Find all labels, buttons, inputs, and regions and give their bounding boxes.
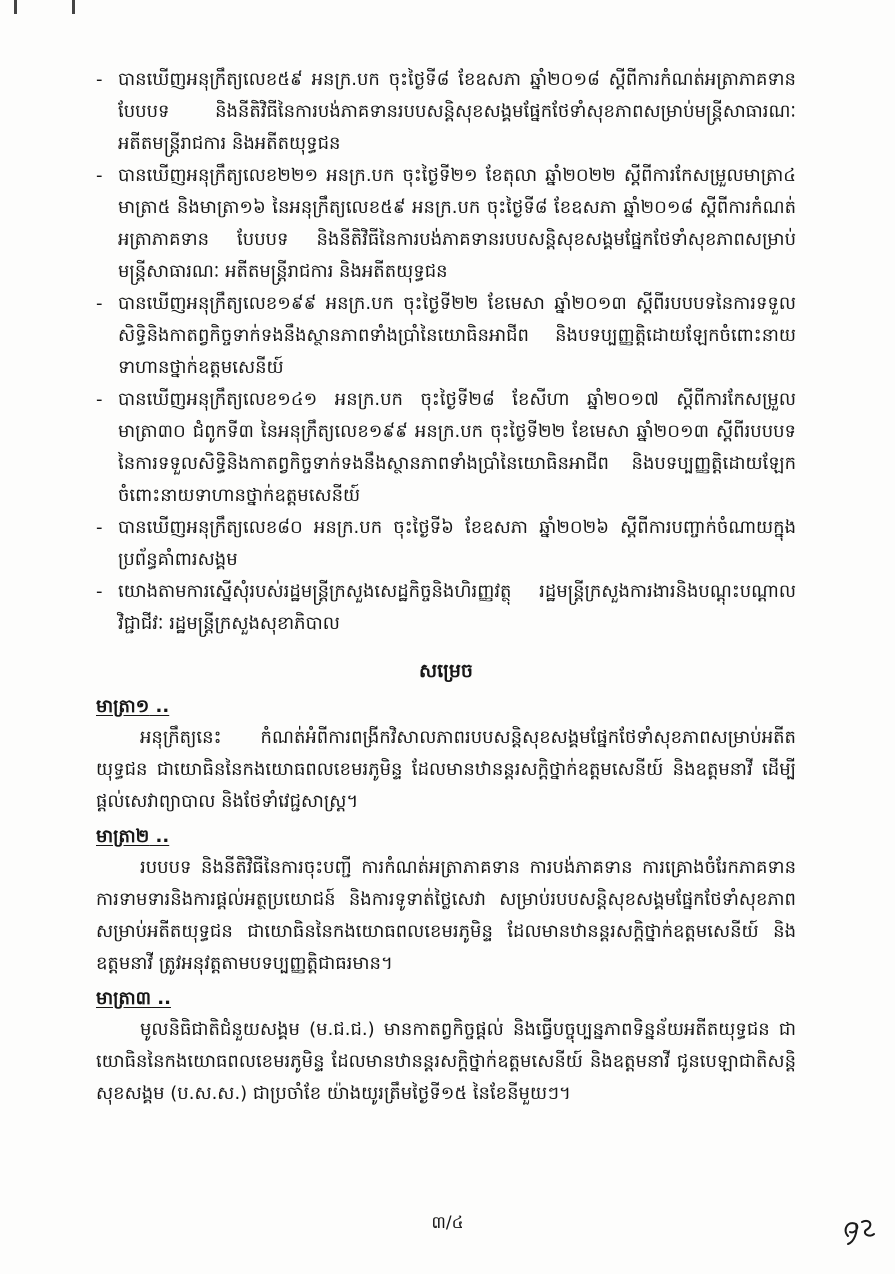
initials-signature [838, 1208, 878, 1248]
preamble-text: បានឃើញអនុក្រឹត្យលេខ១៤១ អនក្រ.បក ចុះថ្ងៃទី២៨ ខែសីហា ឆ្នាំ២០១៧ ស្តីពីការកែសម្រួលមាត្រា៣០ ជំពូកទី៣ នៃអនុក្រឹត្យលេខ១៩៩ អនក្រ.បក ចុះថ្ងៃទី២២ ខែមេសា ឆ្នាំ២០១៣ ស្តីពីរបបបទនៃការទទួលសិទ្ធិនិងកាតព្វកិច្ចទាក់ទងនឹងស្ថានភាពទាំងប្រាំនៃយោធិនអាជីព និងបទប្បញ្ញត្តិដោយឡែកចំពោះនាយទាហានថ្នាក់ឧត្តមសេនីយ៍ [118, 389, 796, 506]
preamble-item [96, 384, 796, 512]
preamble-item [96, 288, 796, 384]
article-heading [96, 984, 796, 1014]
article-3 [96, 984, 796, 1110]
bullet-dash: - [96, 517, 103, 538]
page-number: ៣/៤ [431, 1213, 464, 1233]
preamble-text: បានឃើញអនុក្រឹត្យលេខ១៩៩ អនក្រ.បក ចុះថ្ងៃទី២២ ខែមេសា ឆ្នាំ២០១៣ ស្តីពីរបបបទនៃការទទួលសិទ្ធិនិងកាតព្វកិច្ចទាក់ទងនឹងស្ថានភាពទាំងប្រាំនៃយោធិនអាជីព និងបទប្បញ្ញត្តិដោយឡែកចំពោះនាយទាហានថ្នាក់ឧត្តមសេនីយ៍ [118, 293, 796, 378]
preamble-text: បានឃើញអនុក្រឹត្យលេខ២២១ អនក្រ.បក ចុះថ្ងៃទី២១ ខែតុលា ឆ្នាំ២០២២ ស្តីពីការកែសម្រួលមាត្រា៤ មាត្រា៥ និងមាត្រា១៦ នៃអនុក្រឹត្យលេខ៥៩ អនក្រ.បក ចុះថ្ងៃទី៨ ខែឧសភា ឆ្នាំ២០១៨ ស្តីពីការកំណត់អត្រាភាគទាន បែបបទ និងនីតិវិធីនៃការបង់ភាគទានរបបសន្តិសុខសង្គមផ្នែកថែទាំសុខភាពសម្រាប់មន្ត្រីសាធារណៈ អតីតមន្ត្រីរាជការ និងអតីតយុទ្ធជន [118, 165, 796, 282]
article-heading-text: មាត្រា១ [96, 696, 150, 717]
bullet-dash: - [96, 69, 103, 90]
article-heading-suffix: .. [149, 696, 170, 717]
article-2 [96, 822, 796, 980]
preamble-text: យោងតាមការស្នើសុំរបស់រដ្ឋមន្ត្រីក្រសួងសេដ្ឋកិច្ចនិងហិរញ្ញវត្ថុ រដ្ឋមន្ត្រីក្រសួងការងារនិងបណ្តុះបណ្តាលវិជ្ជាជីវៈ រដ្ឋមន្ត្រីក្រសួងសុខាភិបាល [118, 581, 796, 634]
bullet-dash: - [96, 389, 103, 410]
preamble-list [96, 64, 796, 640]
decision-title: សម្រេច [419, 660, 473, 682]
bullet-dash: - [96, 581, 103, 602]
article-1 [96, 692, 796, 818]
scan-edge-mark [72, 0, 75, 14]
bullet-dash: - [96, 293, 103, 314]
preamble-text: បានឃើញអនុក្រឹត្យលេខ៥៩ អនក្រ.បក ចុះថ្ងៃទី៨ ខែឧសភា ឆ្នាំ២០១៨ ស្តីពីការកំណត់អត្រាភាគទាន បែបបទ និងនីតិវិធីនៃការបង់ភាគទានរបបសន្តិសុខសង្គមផ្នែកថែទាំសុខភាពសម្រាប់មន្ត្រីសាធារណៈ អតីតមន្ត្រីរាជការ និងអតីតយុទ្ធជន [118, 69, 796, 154]
article-heading-text: មាត្រា២ [96, 826, 150, 847]
article-heading-suffix: .. [149, 826, 170, 847]
article-text: របបបទ និងនីតិវិធីនៃការចុះបញ្ជី ការកំណត់អត្រាភាគទាន ការបង់ភាគទាន ការគ្រោងចំរែកភាគទាន ការទាមទារនិងការផ្តល់អត្ថប្រយោជន៍ និងការទូទាត់ថ្លៃសេវា សម្រាប់របបសន្តិសុខសង្គមផ្នែកថែទាំសុខភាពសម្រាប់អតីតយុទ្ធជន ជាយោធិននៃកងយោធពលខេមរភូមិន្ទ ដែលមានឋានន្តរសក្តិថ្នាក់ឧត្តមសេនីយ៍ និងឧត្តមនាវី ត្រូវអនុវត្តតាមបទប្បញ្ញត្តិជាធរមាន។ [96, 857, 796, 974]
article-text: អនុក្រឹត្យនេះ កំណត់អំពីការពង្រីកវិសាលភាពរបបសន្តិសុខសង្គមផ្នែកថែទាំសុខភាពសម្រាប់អតីតយុទ្ធជន ជាយោធិននៃកងយោធពលខេមរភូមិន្ទ ដែលមានឋានន្តរសក្តិថ្នាក់ឧត្តមសេនីយ៍ និងឧត្តមនាវី ដើម្បីផ្តល់សេវាព្យាបាល និងថែទាំវេជ្ជសាស្ត្រ។ [96, 727, 796, 812]
preamble-item [96, 160, 796, 288]
preamble-item [96, 512, 796, 576]
preamble-item [96, 64, 796, 160]
scan-edge-mark [14, 0, 17, 14]
document-body [96, 64, 796, 1110]
preamble-text: បានឃើញអនុក្រឹត្យលេខ៨០ អនក្រ.បក ចុះថ្ងៃទី៦ ខែឧសភា ឆ្នាំ២០២៦ ស្តីពីការបញ្ចាក់ចំណាយក្នុងប្រព័ន្ធគាំពារសង្គម [118, 517, 796, 570]
article-heading-text: មាត្រា៣ [96, 988, 152, 1009]
preamble-item [96, 576, 796, 640]
article-text: មូលនិធិជាតិជំនួយសង្គម (ម.ជ.ជ.) មានកាតព្វកិច្ចផ្តល់ និងធ្វើបច្ចុប្បន្នភាពទិន្នន័យអតីតយុទ្ធជន ជាយោធិននៃកងយោធពលខេមរភូមិន្ទ ដែលមានឋានន្តរសក្តិថ្នាក់ឧត្តមសេនីយ៍ និងឧត្តមនាវី ជូនបេឡាជាតិសន្តិសុខសង្គម (ប.ស.ស.) ជាប្រចាំខែ យ៉ាងយូរត្រឹមថ្ងៃទី១៥ នៃខែនីមួយៗ។ [96, 1019, 796, 1104]
article-heading [96, 822, 796, 852]
article-heading-suffix: .. [151, 988, 171, 1009]
bullet-dash: - [96, 165, 103, 186]
article-heading [96, 692, 796, 722]
